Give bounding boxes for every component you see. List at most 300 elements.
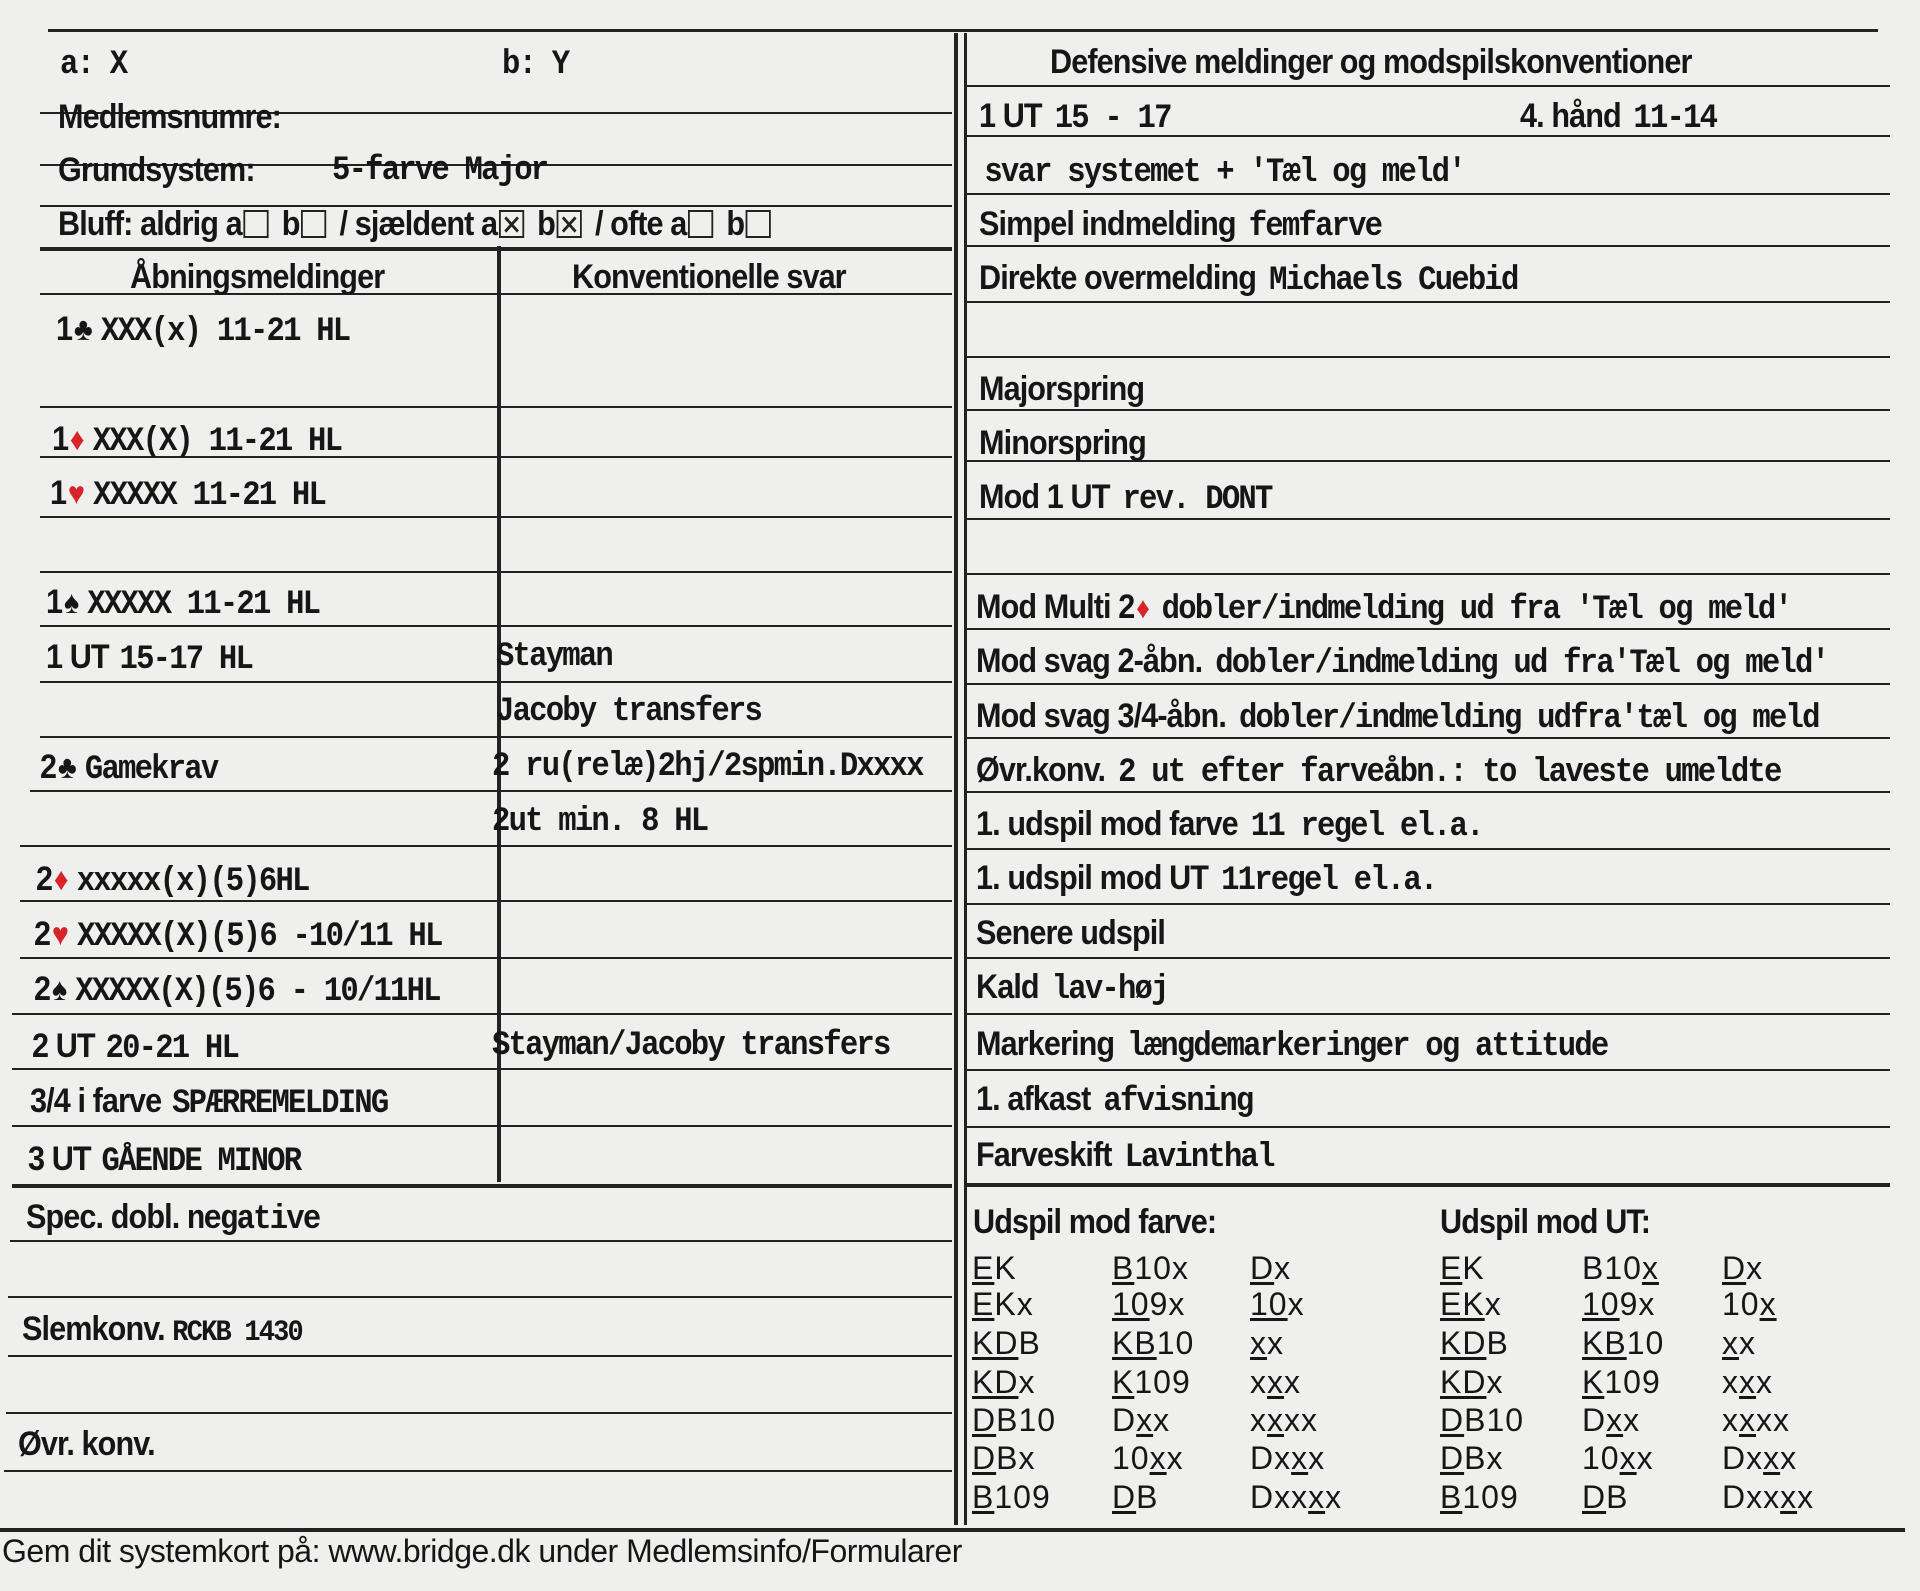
- lead-card-combo: [1582, 1250, 1659, 1286]
- opening-level: 2: [34, 915, 51, 953]
- lead-card-combo: [1112, 1250, 1189, 1286]
- defense-value[interactable]: 2 ut efter farveåbn.: to laveste umeldte: [1118, 754, 1781, 792]
- suit-icon: ♥: [67, 475, 85, 511]
- lead-post: K: [994, 1250, 1017, 1286]
- bluff-slash-2: /: [594, 205, 603, 243]
- rule: [40, 736, 952, 738]
- lead-card-underlined: x: [1739, 1402, 1756, 1438]
- lead-card-underlined: D: [1440, 1402, 1465, 1438]
- opening-text[interactable]: XXXXX 11-21 HL: [93, 477, 326, 515]
- lead-card-combo: [1722, 1364, 1773, 1400]
- suit-icon: ♦: [69, 421, 84, 457]
- lead-card-underlined: x: [1763, 1440, 1781, 1476]
- defense-value[interactable]: svar systemet + 'Tæl og meld': [984, 154, 1465, 192]
- lead-card-underlined: 10: [1582, 1286, 1620, 1322]
- opening-level: 3 UT: [28, 1140, 91, 1178]
- defense-value[interactable]: 11regel el.a.: [1221, 862, 1437, 900]
- defense-value[interactable]: 11 regel el.a.: [1250, 808, 1483, 846]
- lead-card-underlined: x: [1780, 1479, 1798, 1515]
- lead-card-underlined: D: [1582, 1479, 1607, 1515]
- lead-card-underlined: D: [972, 1402, 997, 1438]
- fourth-hand-label: 4. hånd: [1520, 97, 1621, 135]
- defense-row: [979, 478, 1272, 519]
- lead-card-underlined: K: [1112, 1364, 1135, 1400]
- lead-pre: 10: [1112, 1440, 1150, 1476]
- rule: [966, 1013, 1890, 1015]
- lead-post: x: [1780, 1440, 1798, 1476]
- defense-label: 1. afkast: [976, 1080, 1091, 1118]
- pair-b: b: Y: [502, 46, 569, 84]
- defense-label: Simpel indmelding: [979, 205, 1236, 243]
- lead-post: 10: [1626, 1325, 1665, 1361]
- lead-post: x: [1636, 1440, 1654, 1476]
- lead-card-combo: [1112, 1286, 1185, 1322]
- lead-card-underlined: KD: [972, 1364, 1019, 1400]
- defense-value[interactable]: afvisning: [1103, 1083, 1253, 1121]
- lead-card-combo: [1112, 1479, 1158, 1515]
- opening-text[interactable]: XXX(x) 11-21 HL: [100, 313, 350, 351]
- opening-row: [28, 1140, 300, 1181]
- lead-post: 9x: [1619, 1286, 1656, 1322]
- opening-text[interactable]: GÅENDE MINOR: [101, 1143, 301, 1181]
- opening-row: [46, 583, 319, 624]
- lead-post: x: [1284, 1364, 1301, 1400]
- lead-card-underlined: D: [972, 1440, 997, 1476]
- lead-card-combo: [1722, 1440, 1797, 1476]
- defense-row: [976, 859, 1436, 900]
- defense-value[interactable]: Michaels Cuebid: [1269, 262, 1518, 300]
- bluff-slash: /: [339, 205, 348, 243]
- rule: [40, 625, 952, 627]
- rule: [966, 903, 1890, 905]
- rule: [10, 1240, 952, 1242]
- response-cell[interactable]: Stayman: [496, 638, 612, 676]
- suit-icon: ♦: [53, 861, 68, 897]
- opening-text[interactable]: XXXXX(X)(5)6 - 10/11HL: [75, 973, 440, 1011]
- lead-card-combo: [1250, 1479, 1342, 1515]
- lead-card-underlined: x: [1722, 1325, 1739, 1361]
- defense-label: Senere udspil: [976, 914, 1165, 952]
- opening-row: [50, 474, 325, 515]
- defense-row: [976, 914, 1170, 955]
- defense-label: Farveskift: [976, 1136, 1112, 1174]
- suit-icon: ♣: [73, 311, 92, 347]
- lead-card-combo: [1440, 1479, 1519, 1515]
- rule: [966, 356, 1890, 358]
- lead-card-underlined: KB: [1112, 1325, 1157, 1361]
- suit-icon: ♠: [51, 971, 67, 1007]
- lead-pre: D: [1582, 1402, 1607, 1438]
- lead-card-combo: [1440, 1250, 1485, 1286]
- responses-header: Konventionelle svar: [572, 258, 846, 296]
- lead-post: B10: [996, 1402, 1057, 1438]
- lead-card-underlined: KD: [1440, 1364, 1487, 1400]
- lead-card-combo: [1112, 1364, 1191, 1400]
- lead-card-combo: [972, 1325, 1041, 1361]
- lead-card-combo: [1582, 1402, 1640, 1438]
- lead-card-combo: [1722, 1250, 1763, 1286]
- opening-level: 2: [34, 970, 51, 1008]
- defense-label: Minorspring: [979, 424, 1146, 462]
- opening-level: 2: [36, 860, 53, 898]
- suit-icon: ♣: [57, 749, 76, 785]
- bluff-rarely-b: b: [537, 205, 555, 243]
- other-row: [18, 1425, 155, 1466]
- lead-pre: x: [1250, 1364, 1267, 1400]
- opening-row: [32, 1027, 238, 1068]
- opening-level: 1: [56, 310, 73, 348]
- opening-text[interactable]: xxxxx(x)(5)6HL: [76, 863, 309, 901]
- opening-text[interactable]: SPÆRREMELDING: [172, 1085, 388, 1123]
- lead-card-combo: [1250, 1325, 1284, 1361]
- lead-card-underlined: 10: [1250, 1286, 1288, 1322]
- opening-level: 1 UT: [46, 638, 109, 676]
- rule: [30, 790, 952, 792]
- leads-suit-title: Udspil mod farve:: [973, 1203, 1217, 1241]
- lead-post: x: [1287, 1286, 1305, 1322]
- defense-label: Direkte overmelding: [979, 259, 1257, 297]
- rule: [8, 1355, 952, 1357]
- lead-post: 109: [994, 1479, 1051, 1515]
- lead-pre: Dxx: [1722, 1479, 1781, 1515]
- lead-post: x: [1797, 1479, 1815, 1515]
- lead-card-combo: [972, 1250, 1017, 1286]
- rule: [40, 516, 952, 518]
- defense-row: [976, 642, 1828, 683]
- lead-post: 109: [1462, 1479, 1519, 1515]
- lead-card-combo: [1440, 1325, 1509, 1361]
- lead-card-underlined: KD: [1440, 1325, 1487, 1361]
- other-label: Øvr. konv.: [18, 1425, 155, 1463]
- rule: [966, 683, 1890, 685]
- lead-post: 109: [1134, 1364, 1191, 1400]
- lead-card-underlined: x: [1619, 1440, 1637, 1476]
- lead-card-underlined: x: [1149, 1440, 1167, 1476]
- rule: [966, 193, 1890, 195]
- opening-row: [56, 310, 349, 351]
- lead-card-underlined: x: [1291, 1440, 1309, 1476]
- defense-label: 1. udspil mod UT: [976, 859, 1209, 897]
- lead-card-underlined: E: [972, 1286, 995, 1322]
- lead-card-underlined: x: [1739, 1364, 1756, 1400]
- lead-card-underlined: E: [1440, 1250, 1463, 1286]
- lead-card-combo: [1250, 1402, 1318, 1438]
- lead-post: Kx: [994, 1286, 1034, 1322]
- defense-title: Defensive meldinger og modspilskonventioner: [1050, 43, 1692, 81]
- lead-card-combo: [1440, 1286, 1502, 1322]
- lead-card-combo: [1112, 1325, 1194, 1361]
- members-label: Medlemsnumre:: [58, 98, 281, 136]
- lead-card-underlined: x: [1759, 1286, 1777, 1322]
- opening-text[interactable]: XXXXX 11-21 HL: [87, 586, 320, 624]
- lead-card-underlined: E: [972, 1250, 995, 1286]
- defense-extra: [1520, 97, 1716, 138]
- lead-post: x: [1484, 1286, 1502, 1322]
- rule: [4, 1470, 952, 1472]
- defense-row: [979, 151, 1465, 192]
- lead-card-combo: [1440, 1364, 1503, 1400]
- lead-card-combo: [972, 1440, 1035, 1476]
- bluff-rarely-a: a: [481, 205, 498, 243]
- rule: [12, 1125, 952, 1127]
- lead-card-combo: [1582, 1479, 1628, 1515]
- bluff-often-b: b: [726, 205, 745, 243]
- defense-value[interactable]: dobler/indmelding udfra'tæl og meld: [1238, 700, 1819, 738]
- lead-card-combo: [1112, 1440, 1184, 1476]
- rule: [966, 85, 1890, 87]
- opening-row: [34, 915, 442, 956]
- opening-text[interactable]: XXX(X) 11-21 HL: [92, 423, 342, 461]
- defense-row: [976, 968, 1168, 1009]
- lead-post: Bx: [1464, 1440, 1504, 1476]
- lead-card-underlined: x: [1267, 1402, 1284, 1438]
- slam-value[interactable]: RCKB 1430: [172, 1316, 302, 1350]
- lead-card-combo: [1250, 1250, 1291, 1286]
- response-cell[interactable]: Jacoby transfers: [496, 693, 762, 731]
- response-cell[interactable]: 2 ru(relæ)2hj/2spmin.Dxxxx: [492, 748, 923, 786]
- rule: [40, 247, 952, 251]
- defense-value[interactable]: lav-høj: [1051, 971, 1168, 1009]
- double-row: [26, 1198, 319, 1239]
- lead-pre: D: [1112, 1402, 1137, 1438]
- defense-value[interactable]: dobler/indmelding ud fra 'Tæl og meld': [1161, 591, 1792, 629]
- rule: [966, 848, 1890, 850]
- opening-level: 1: [46, 583, 63, 621]
- lead-pre: Dx: [1250, 1440, 1292, 1476]
- openings-header: Åbningsmeldinger: [130, 258, 385, 296]
- lead-card-combo: [1722, 1286, 1777, 1322]
- lead-card-combo: [1250, 1286, 1305, 1322]
- lead-post: Bx: [996, 1440, 1036, 1476]
- opening-text[interactable]: Gamekrav: [84, 751, 218, 789]
- lead-post: x: [1166, 1440, 1184, 1476]
- lead-card-underlined: x: [1641, 1250, 1659, 1286]
- lead-card-combo: [972, 1402, 1056, 1438]
- lead-post: B10: [1464, 1402, 1525, 1438]
- bluff-often-a: a: [670, 205, 687, 243]
- lead-post: x: [1274, 1250, 1292, 1286]
- opening-text[interactable]: 15-17 HL: [119, 641, 253, 679]
- rule: [20, 957, 952, 959]
- response-cell[interactable]: Stayman/Jacoby transfers: [492, 1027, 890, 1065]
- defense-value[interactable]: længdemarkeringer og attitude: [1127, 1028, 1608, 1066]
- opening-row: [34, 970, 440, 1011]
- response-cell[interactable]: 2ut min. 8 HL: [492, 803, 708, 841]
- opening-row: [40, 803, 51, 844]
- lead-card-combo: [972, 1286, 1034, 1322]
- opening-row: [46, 693, 57, 734]
- defense-label: Kald: [976, 968, 1039, 1006]
- bluff-row: [58, 205, 777, 243]
- opening-level: 1: [50, 474, 67, 512]
- double-label: Spec. dobl.: [26, 1198, 180, 1236]
- lead-card-combo: [1112, 1402, 1170, 1438]
- defense-label: Mod svag 3/4-åbn.: [976, 697, 1226, 735]
- defense-row: [976, 588, 1791, 629]
- lead-card-underlined: x: [1308, 1479, 1326, 1515]
- defense-label: Mod svag 2-åbn.: [976, 642, 1203, 680]
- double-value[interactable]: negative: [186, 1201, 320, 1239]
- defense-row: [976, 1025, 1607, 1066]
- lead-card-combo: [1582, 1325, 1664, 1361]
- fourth-hand-value[interactable]: 11-14: [1633, 100, 1717, 138]
- diamond-icon: ♦: [1136, 592, 1150, 625]
- suit-icon: ♥: [51, 916, 69, 952]
- lead-post: xx: [1756, 1402, 1790, 1438]
- lead-card-combo: [1250, 1440, 1325, 1476]
- bluff-never-b-checkbox[interactable]: [301, 210, 326, 238]
- opening-row: [46, 638, 252, 679]
- rule: [966, 1069, 1890, 1071]
- lead-post: x: [1486, 1364, 1504, 1400]
- lead-post: x: [1267, 1325, 1284, 1361]
- lead-card-underlined: D: [1440, 1440, 1465, 1476]
- opening-row: [30, 1082, 387, 1123]
- defense-label: 1. udspil mod farve: [976, 805, 1238, 843]
- rule: [12, 1068, 952, 1070]
- lead-pre: x: [1250, 1402, 1267, 1438]
- pair-a: a: X: [60, 46, 127, 84]
- bluff-never: aldrig: [140, 205, 219, 243]
- lead-card-underlined: x: [1606, 1402, 1624, 1438]
- opening-level: 2: [40, 748, 57, 786]
- lead-card-underlined: D: [1112, 1479, 1137, 1515]
- lead-post: B: [1136, 1479, 1159, 1515]
- lead-card-combo: [1440, 1402, 1524, 1438]
- lead-post: xx: [1284, 1402, 1318, 1438]
- rule: [40, 406, 952, 408]
- bluff-label: Bluff:: [58, 205, 133, 243]
- opening-row: [36, 860, 309, 901]
- bluff-rarely-b-checkbox[interactable]: [557, 210, 582, 238]
- lead-post: x: [1623, 1402, 1641, 1438]
- lead-card-underlined: EK: [1440, 1286, 1485, 1322]
- defense-label: Markering: [976, 1025, 1115, 1063]
- rule: [966, 301, 1890, 303]
- slam-label: Slemkonv.: [22, 1310, 165, 1348]
- lead-pre: x: [1722, 1402, 1739, 1438]
- defense-value[interactable]: 15 - 17: [1054, 100, 1171, 138]
- rule: [6, 1412, 952, 1414]
- lead-post: x: [1153, 1402, 1171, 1438]
- bluff-often-b-checkbox[interactable]: [746, 210, 771, 238]
- bluff-never-a: a: [225, 205, 242, 243]
- defense-row: [976, 1080, 1252, 1121]
- defense-label: Mod Multi 2: [976, 588, 1135, 626]
- lead-post: B: [1486, 1325, 1509, 1361]
- defense-value[interactable]: femfarve: [1248, 208, 1382, 246]
- lead-post: B: [1606, 1479, 1629, 1515]
- opening-level: 2 UT: [32, 1027, 95, 1065]
- lead-card-combo: [1722, 1402, 1790, 1438]
- defense-label: Majorspring: [979, 370, 1145, 408]
- lead-card-underlined: 10: [1112, 1286, 1150, 1322]
- lead-card-underlined: KB: [1582, 1325, 1627, 1361]
- lead-pre: 10: [1582, 1440, 1620, 1476]
- rule: [966, 1183, 1890, 1187]
- defense-value[interactable]: Lavinthal: [1124, 1139, 1274, 1177]
- lead-pre: Dxx: [1250, 1479, 1309, 1515]
- lead-card-underlined: D: [1250, 1250, 1275, 1286]
- lead-post: x: [1018, 1364, 1036, 1400]
- defense-label: 1 UT: [979, 97, 1042, 135]
- lead-post: x: [1308, 1440, 1326, 1476]
- defense-row: [979, 205, 1381, 246]
- rule: [12, 1013, 952, 1015]
- lead-card-combo: [972, 1364, 1035, 1400]
- rule: [20, 845, 952, 847]
- system-value: 5-farve Major: [332, 152, 548, 190]
- lead-post: 10x: [1134, 1250, 1189, 1286]
- bluff-never-b: b: [281, 205, 300, 243]
- defense-row: [979, 370, 1150, 411]
- lead-card-underlined: K: [1582, 1364, 1605, 1400]
- lead-post: K: [1462, 1250, 1485, 1286]
- rule: [966, 573, 1890, 575]
- lead-post: 109: [1604, 1364, 1661, 1400]
- opening-level: 3/4 i farve: [30, 1082, 162, 1120]
- lead-card-combo: [1250, 1364, 1301, 1400]
- defense-row: [979, 424, 1151, 465]
- opening-text[interactable]: 20-21 HL: [105, 1030, 239, 1068]
- defense-row: [979, 259, 1518, 300]
- lead-card-combo: [1582, 1440, 1654, 1476]
- opening-row: [40, 748, 217, 789]
- opening-level: 1: [52, 420, 69, 458]
- defense-label: Øvr.konv.: [976, 751, 1106, 789]
- lead-card-underlined: x: [1250, 1325, 1267, 1361]
- lead-post: 10: [1156, 1325, 1195, 1361]
- bluff-often: ofte: [610, 205, 663, 243]
- bluff-often-a-checkbox[interactable]: [688, 210, 713, 238]
- defense-value[interactable]: rev. DONT: [1122, 481, 1272, 519]
- opening-row: [52, 420, 341, 461]
- lead-card-underlined: B: [1440, 1479, 1463, 1515]
- lead-card-underlined: D: [1722, 1250, 1747, 1286]
- lead-pre: B10: [1582, 1250, 1642, 1286]
- defense-row: [979, 97, 1171, 138]
- bluff-never-a-checkbox[interactable]: [244, 210, 269, 238]
- lead-pre: 10: [1722, 1286, 1760, 1322]
- defense-value[interactable]: dobler/indmelding ud fra'Tæl og meld': [1215, 645, 1829, 683]
- leads-nt-title: Udspil mod UT:: [1440, 1203, 1651, 1241]
- slam-row: [22, 1310, 302, 1352]
- bluff-rarely-a-checkbox[interactable]: [499, 210, 524, 238]
- system-label: Grundsystem:: [58, 151, 255, 189]
- lead-card-combo: [972, 1479, 1051, 1515]
- lead-card-combo: [1722, 1325, 1756, 1361]
- lead-card-combo: [1440, 1440, 1503, 1476]
- lead-pre: Dx: [1722, 1440, 1764, 1476]
- lead-card-combo: [1582, 1364, 1661, 1400]
- defense-row: [976, 1136, 1274, 1177]
- rule: [40, 571, 952, 573]
- lead-post: x: [1739, 1325, 1756, 1361]
- lead-post: x: [1756, 1364, 1773, 1400]
- footer-note: Gem dit systemkort på: www.bridge.dk under Medlemsinfo/Formularer: [2, 1533, 962, 1569]
- lead-card-underlined: KD: [972, 1325, 1019, 1361]
- lead-card-underlined: x: [1267, 1364, 1284, 1400]
- lead-post: 9x: [1149, 1286, 1186, 1322]
- rule: [966, 1126, 1890, 1128]
- bluff-rarely: sjældent: [354, 205, 474, 243]
- suit-icon: ♠: [63, 584, 79, 620]
- lead-pre: x: [1722, 1364, 1739, 1400]
- defense-row: [976, 751, 1781, 792]
- rule: [8, 1296, 952, 1298]
- lead-post: B: [1018, 1325, 1041, 1361]
- opening-text[interactable]: XXXXX(X)(5)6 -10/11 HL: [77, 918, 442, 956]
